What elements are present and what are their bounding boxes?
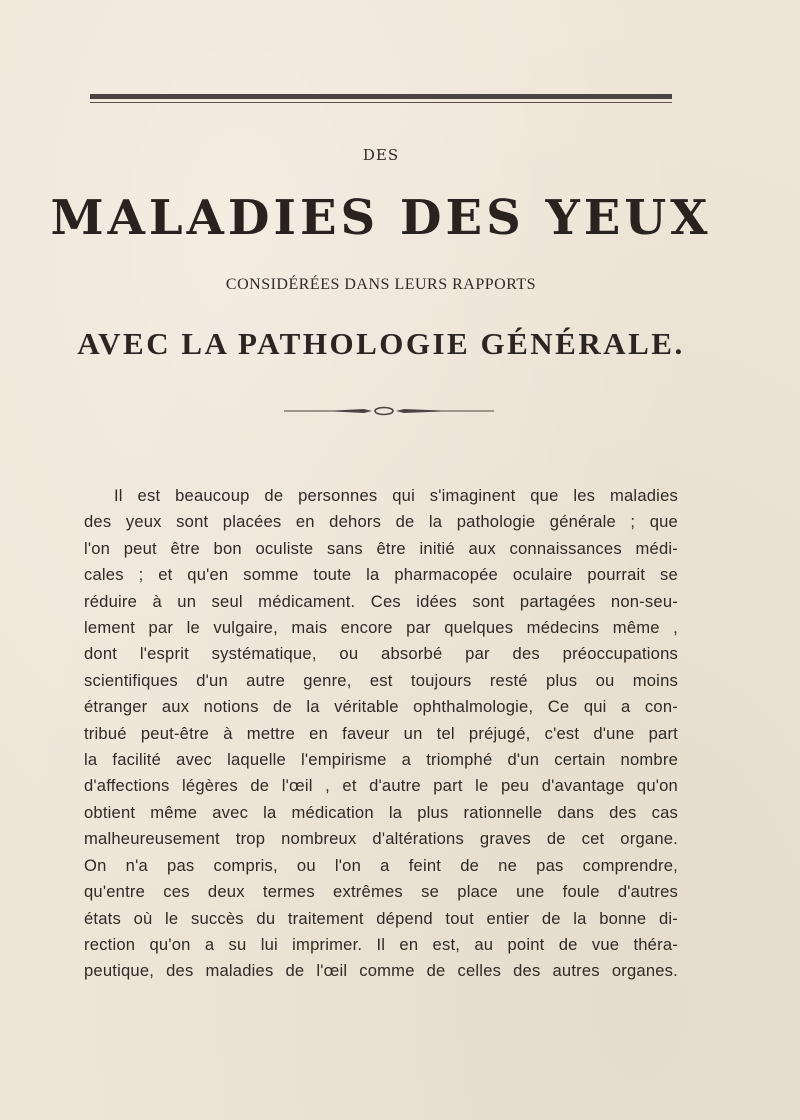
text-line: On n'a pas compris, ou l'on a feint de ne pas comprendre,	[84, 855, 678, 875]
rule-thick	[90, 94, 672, 99]
text-line: scientifiques d'un autre genre, est toujours resté plus ou moins	[84, 670, 678, 690]
text-line: peutique, des maladies de l'œil comme de celles des autres organes.	[84, 961, 678, 981]
main-title: MALADIES DES YEUX	[50, 190, 712, 246]
text-line: lement par le vulgaire, mais encore par quelques médecins même ,	[84, 618, 678, 638]
text-line: la facilité avec laquelle l'empirisme a triomphé d'un certain nombre	[84, 750, 678, 770]
text-line: l'on peut être bon oculiste sans être initié aux connaissances médi-	[84, 538, 678, 558]
text-line: d'affections légères de l'œil , et d'autre part le peu d'avantage qu'on	[84, 776, 678, 796]
text-line: dont l'esprit systématique, ou absorbé par des préoccupations	[84, 644, 678, 664]
subtitle: CONSIDÉRÉES DANS LEURS RAPPORTS	[225, 276, 537, 293]
secondary-title: AVEC LA PATHOLOGIE GÉNÉRALE.	[77, 326, 685, 361]
text-line: réduire à un seul médicament. Ces idées sont partagées non-seu-	[84, 591, 678, 611]
text-line: états où le succès du traitement dépend tout entier de la bonne di-	[84, 908, 678, 928]
text-line: rection qu'on a su lui imprimer. Il en est, au point de vue théra-	[84, 934, 678, 954]
text-line: tribué peut-être à mettre en faveur un tel préjugé, c'est d'une part	[84, 723, 678, 743]
text-line: malheureusement trop nombreux d'altérations graves de cet organe.	[84, 829, 678, 849]
title-kicker: DES	[362, 146, 400, 164]
text-line: des yeux sont placées en dehors de la pathologie générale ; que	[84, 512, 678, 532]
text-line: qu'entre ces deux termes extrêmes se place une foule d'autres	[84, 882, 678, 902]
text-line: étranger aux notions de la véritable ophthalmologie, Ce qui a con-	[84, 697, 678, 717]
rule-thin	[90, 102, 672, 103]
ornament-divider-icon	[284, 404, 494, 418]
text-line: cales ; et qu'en somme toute la pharmacopée oculaire pourrait se	[84, 565, 678, 585]
body-paragraph	[84, 483, 678, 985]
text-line: Il est beaucoup de personnes qui s'imaginent que les maladies	[114, 486, 678, 505]
header-double-rule	[90, 94, 672, 106]
text-line: obtient même avec la médication la plus rationnelle dans des cas	[84, 802, 678, 822]
